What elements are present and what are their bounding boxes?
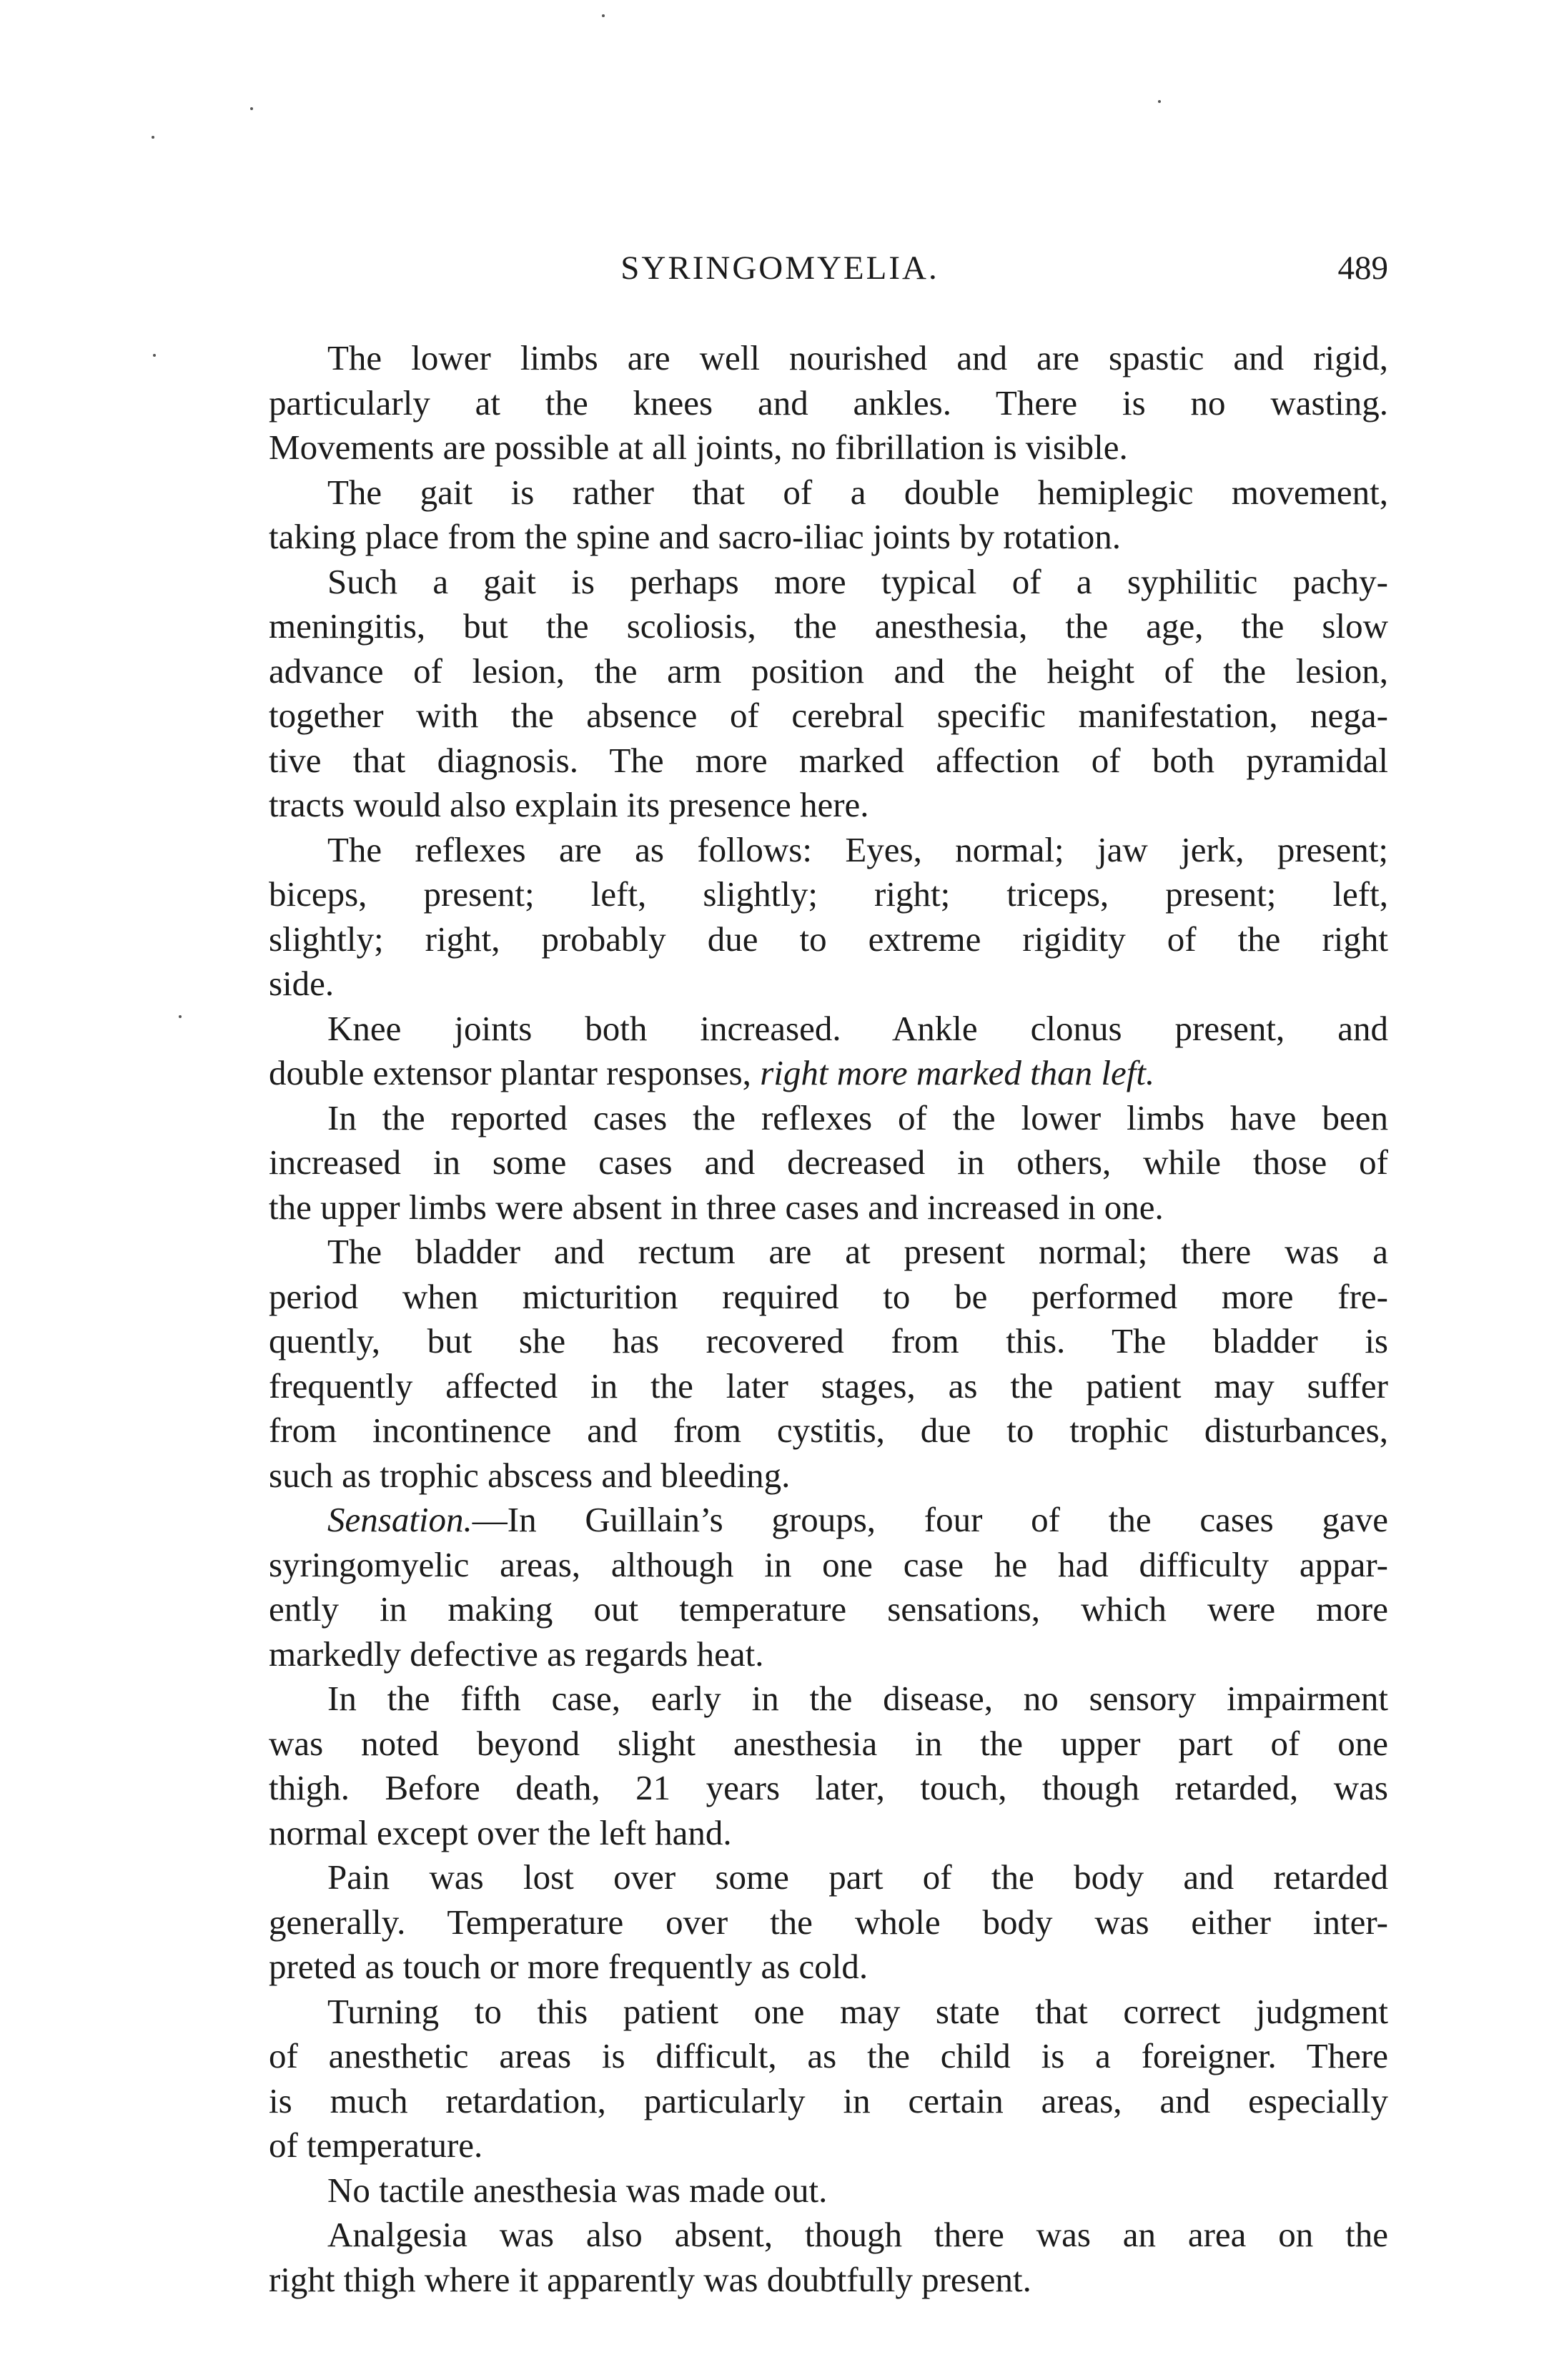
- line-text: In the reported cases the reflexes of the lower limbs have been: [327, 1097, 1388, 1137]
- text-line: [269, 917, 1388, 962]
- text-line: [269, 1453, 1388, 1498]
- text-line: [269, 649, 1388, 694]
- line-text: of temperature.: [269, 2125, 483, 2165]
- line-text: tive that diagnosis. The more marked affection of both pyramidal: [269, 740, 1388, 780]
- text-line: [269, 739, 1388, 784]
- line-text: normal except over the left hand.: [269, 1812, 732, 1852]
- line-text: —In Guillain’s groups, four of the cases gave: [472, 1500, 1388, 1539]
- line-text: preted as touch or more frequently as cold.: [269, 1947, 868, 1986]
- line-text: No tactile anesthesia was made out.: [327, 2170, 828, 2210]
- line-text: The bladder and rectum are at present normal; there was a: [327, 1232, 1388, 1271]
- text-line: [269, 2168, 1388, 2213]
- text-line: [269, 872, 1388, 917]
- text-line: [269, 2079, 1388, 2124]
- page-header: [269, 249, 1388, 299]
- page-number: 489: [1337, 250, 1388, 287]
- line-text: Analgesia was also absent, though there was an area on the: [327, 2215, 1388, 2254]
- text-line: [269, 1096, 1388, 1141]
- line-text: side.: [269, 964, 335, 1003]
- text-line: [269, 560, 1388, 605]
- text-line: [269, 1275, 1388, 1320]
- line-text: tracts would also explain its presence here.: [269, 785, 869, 824]
- line-text: such as trophic abscess and bleeding.: [269, 1455, 791, 1495]
- paper-speck: [179, 1015, 182, 1018]
- line-text: period when micturition required to be performed more fre-: [269, 1276, 1388, 1316]
- paper-speck: [1158, 100, 1161, 103]
- line-text: advance of lesion, the arm position and the height of the lesion,: [269, 651, 1388, 691]
- text-line: [269, 425, 1388, 470]
- line-text: The lower limbs are well nourished and are spastic and rigid,: [327, 338, 1388, 377]
- line-text: meningitis, but the scoliosis, the anesthesia, the age, the slow: [269, 606, 1388, 646]
- text-line: [269, 1543, 1388, 1588]
- text-line: [269, 1051, 1388, 1096]
- line-text: Movements are possible at all joints, no fibrillation is visible.: [269, 428, 1128, 467]
- line-text: taking place from the spine and sacro-iliac joints by rotation.: [269, 517, 1121, 556]
- text-line: [269, 2123, 1388, 2168]
- text-line: [269, 515, 1388, 560]
- line-text: increased in some cases and decreased in others, while those of: [269, 1142, 1388, 1182]
- line-text: particularly at the knees and ankles. There is no wasting.: [269, 382, 1388, 423]
- text-line: [269, 1408, 1388, 1453]
- line-text: together with the absence of cerebral specific manifestation, nega-: [269, 696, 1388, 735]
- line-text: was noted beyond slight anesthesia in the upper part of one: [269, 1723, 1388, 1763]
- body-text: [269, 336, 1388, 2302]
- text-line: [269, 1945, 1388, 1990]
- text-line: [269, 962, 1388, 1007]
- text-line: [269, 381, 1388, 426]
- text-line: [269, 1498, 1388, 1543]
- text-line: [269, 2213, 1388, 2258]
- text-line: [269, 1766, 1388, 1811]
- text-line: [269, 1632, 1388, 1677]
- text-line: [269, 828, 1388, 873]
- text-line: [269, 2258, 1388, 2303]
- line-text: Pain was lost over some part of the body and retarded: [327, 1857, 1388, 1897]
- line-text: double extensor plantar responses,: [269, 1053, 761, 1092]
- text-line: [269, 1587, 1388, 1632]
- text-line: [269, 1364, 1388, 1409]
- text-line: [269, 1811, 1388, 1856]
- text-line: [269, 1990, 1388, 2035]
- text-line: [269, 336, 1388, 381]
- line-text: is much retardation, particularly in certain areas, and especially: [269, 2080, 1388, 2120]
- text-line: [269, 693, 1388, 739]
- line-text: thigh. Before death, 21 years later, touch, though retarded, was: [269, 1768, 1388, 1807]
- italic-emphasis: right more marked than left.: [760, 1053, 1155, 1092]
- line-text: quently, but she has recovered from this. The bladder is: [269, 1321, 1388, 1361]
- text-line: [269, 1855, 1388, 1900]
- paper-speck: [602, 14, 605, 17]
- line-text: The gait is rather that of a double hemiplegic movement,: [327, 472, 1388, 512]
- paper-speck: [153, 354, 156, 357]
- line-text: generally. Temperature over the whole body was either inter-: [269, 1902, 1388, 1942]
- running-title: SYRINGOMYELIA.: [620, 250, 939, 287]
- text-line: [269, 783, 1388, 828]
- text-line: [269, 604, 1388, 649]
- text-line: [269, 1722, 1388, 1767]
- line-text: biceps, present; left, slightly; right; triceps, present; left,: [269, 874, 1388, 914]
- line-text: right thigh where it apparently was doubtfully present.: [269, 2259, 1031, 2299]
- line-text: syringomyelic areas, although in one case he had difficulty appar-: [269, 1544, 1388, 1584]
- text-line: [269, 1230, 1388, 1275]
- text-line: [269, 470, 1388, 515]
- paper-speck: [152, 136, 154, 139]
- line-text: The reflexes are as follows: Eyes, normal; jaw jerk, present;: [327, 829, 1388, 869]
- line-text: markedly defective as regards heat.: [269, 1634, 764, 1674]
- line-text: Turning to this patient one may state that correct judgment: [327, 1991, 1388, 2031]
- paper-speck: [250, 107, 253, 110]
- italic-heading: Sensation.: [327, 1500, 472, 1539]
- line-text: Knee joints both increased. Ankle clonus present, and: [327, 1008, 1388, 1048]
- text-line: [269, 1677, 1388, 1722]
- line-text: slightly; right, probably due to extreme rigidity of the right: [269, 919, 1388, 959]
- line-text: of anesthetic areas is difficult, as the child is a foreigner. There: [269, 2036, 1388, 2075]
- text-line: [269, 1007, 1388, 1052]
- line-text: Such a gait is perhaps more typical of a syphilitic pachy-: [327, 561, 1388, 601]
- line-text: from incontinence and from cystitis, due to trophic disturbances,: [269, 1411, 1388, 1450]
- line-text: In the fifth case, early in the disease, no sensory impairment: [327, 1679, 1388, 1718]
- line-text: frequently affected in the later stages, as the patient may suffer: [269, 1366, 1388, 1406]
- text-line: [269, 1185, 1388, 1230]
- text-line: [269, 2034, 1388, 2079]
- text-line: [269, 1319, 1388, 1364]
- text-line: [269, 1900, 1388, 1945]
- text-line: [269, 1140, 1388, 1185]
- line-text: the upper limbs were absent in three cases and increased in one.: [269, 1187, 1164, 1227]
- line-text: ently in making out temperature sensations, which were more: [269, 1589, 1388, 1629]
